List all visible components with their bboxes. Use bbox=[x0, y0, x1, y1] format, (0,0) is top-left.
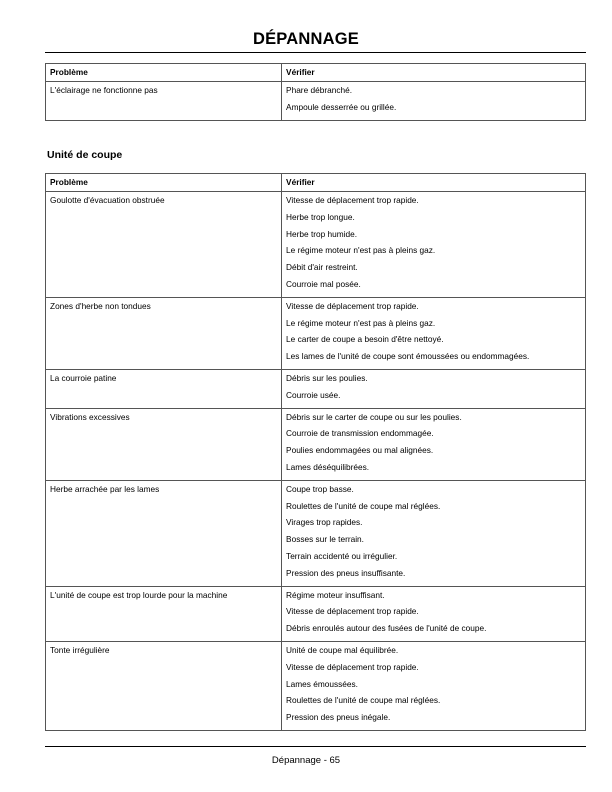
check-cell bbox=[282, 408, 586, 480]
footer-rule bbox=[45, 746, 586, 747]
cutting-unit-troubleshooting-table bbox=[45, 173, 586, 731]
check-item: Régime moteur insuffisant. bbox=[286, 589, 385, 600]
table-row bbox=[46, 586, 586, 641]
problem-cell bbox=[46, 369, 282, 408]
problem-cell bbox=[46, 192, 282, 298]
check-cell bbox=[282, 480, 586, 586]
check-cell bbox=[282, 586, 586, 641]
check-item: Courroie usée. bbox=[286, 389, 341, 400]
check-item: Roulettes de l'unité de coupe mal réglées. bbox=[286, 500, 441, 511]
check-item: Vitesse de déplacement trop rapide. bbox=[286, 300, 419, 311]
table-header-row bbox=[46, 174, 586, 192]
check-item: Pression des pneus insuffisante. bbox=[286, 567, 406, 578]
check-item: Débris sur les poulies. bbox=[286, 372, 368, 383]
table-body bbox=[46, 82, 586, 121]
problem-cell bbox=[46, 297, 282, 369]
problem-text: Goulotte d'évacuation obstruée bbox=[50, 195, 165, 205]
table-row bbox=[46, 369, 586, 408]
check-item: Le carter de coupe a besoin d'être nettoyé. bbox=[286, 334, 444, 345]
check-item: Ampoule desserrée ou grillée. bbox=[286, 101, 397, 112]
check-item: Vitesse de déplacement trop rapide. bbox=[286, 661, 419, 672]
table-row bbox=[46, 82, 586, 121]
problem-text: L'unité de coupe est trop lourde pour la machine bbox=[50, 589, 228, 600]
problem-cell bbox=[46, 408, 282, 480]
table-row bbox=[46, 297, 586, 369]
check-item: Vitesse de déplacement trop rapide. bbox=[286, 606, 419, 617]
problem-text: Herbe arrachée par les lames bbox=[50, 483, 160, 494]
title-rule bbox=[45, 52, 586, 53]
section-heading: Unité de coupe bbox=[47, 149, 123, 161]
table-row bbox=[46, 192, 586, 298]
check-item: Herbe trop humide. bbox=[286, 228, 358, 239]
check-item: Phare débranché. bbox=[286, 85, 353, 95]
check-cell bbox=[282, 192, 586, 298]
problem-text: Zones d'herbe non tondues bbox=[50, 300, 151, 311]
column-header-problem: Problème bbox=[46, 64, 282, 82]
column-header-check: Vérifier bbox=[282, 174, 586, 192]
check-item: Pression des pneus inégale. bbox=[286, 712, 391, 723]
check-item: Débris enroulés autour des fusées de l'unité de coupe. bbox=[286, 623, 487, 634]
check-cell bbox=[282, 82, 586, 121]
problem-cell bbox=[46, 82, 282, 121]
column-header-check: Vérifier bbox=[282, 64, 586, 82]
check-cell bbox=[282, 297, 586, 369]
lighting-troubleshooting-table bbox=[45, 63, 586, 121]
check-item: Vitesse de déplacement trop rapide. bbox=[286, 195, 419, 205]
check-item: Le régime moteur n'est pas à pleins gaz. bbox=[286, 317, 436, 328]
problem-cell bbox=[46, 480, 282, 586]
table-row bbox=[46, 480, 586, 586]
table-header-row bbox=[46, 64, 586, 82]
problem-cell bbox=[46, 641, 282, 730]
page-title: DÉPANNAGE bbox=[252, 30, 359, 48]
check-item: Herbe trop longue. bbox=[286, 211, 355, 222]
check-item: Lames déséquilibrées. bbox=[286, 461, 370, 472]
problem-text: L'éclairage ne fonctionne pas bbox=[50, 85, 158, 95]
check-cell bbox=[282, 641, 586, 730]
page-footer: Dépannage - 65 bbox=[271, 755, 341, 766]
check-item: Virages trop rapides. bbox=[286, 517, 363, 528]
column-header-problem: Problème bbox=[46, 174, 282, 192]
check-item: Poulies endommagées ou mal alignées. bbox=[286, 445, 434, 456]
check-item: Débit d'air restreint. bbox=[286, 262, 358, 273]
check-item: Courroie mal posée. bbox=[286, 278, 361, 289]
problem-text: Vibrations excessives bbox=[50, 411, 130, 422]
check-item: Terrain accidenté ou irrégulier. bbox=[286, 550, 398, 561]
check-item: Débris sur le carter de coupe ou sur les poulies. bbox=[286, 411, 462, 422]
check-item: Bosses sur le terrain. bbox=[286, 534, 364, 545]
check-item: Courroie de transmission endommagée. bbox=[286, 428, 434, 439]
check-cell bbox=[282, 369, 586, 408]
table-row bbox=[46, 641, 586, 730]
check-item: Roulettes de l'unité de coupe mal réglées. bbox=[286, 695, 441, 706]
check-item: Les lames de l'unité de coupe sont émoussées ou endommagées. bbox=[286, 351, 530, 362]
table-body bbox=[46, 192, 586, 731]
check-item: Le régime moteur n'est pas à pleins gaz. bbox=[286, 245, 436, 256]
check-item: Coupe trop basse. bbox=[286, 483, 354, 494]
problem-text: La courroie patine bbox=[50, 372, 117, 383]
check-item: Unité de coupe mal équilibrée. bbox=[286, 644, 399, 655]
problem-text: Tonte irrégulière bbox=[50, 644, 110, 655]
table-row bbox=[46, 408, 586, 480]
problem-cell bbox=[46, 586, 282, 641]
check-item: Lames émoussées. bbox=[286, 678, 358, 689]
